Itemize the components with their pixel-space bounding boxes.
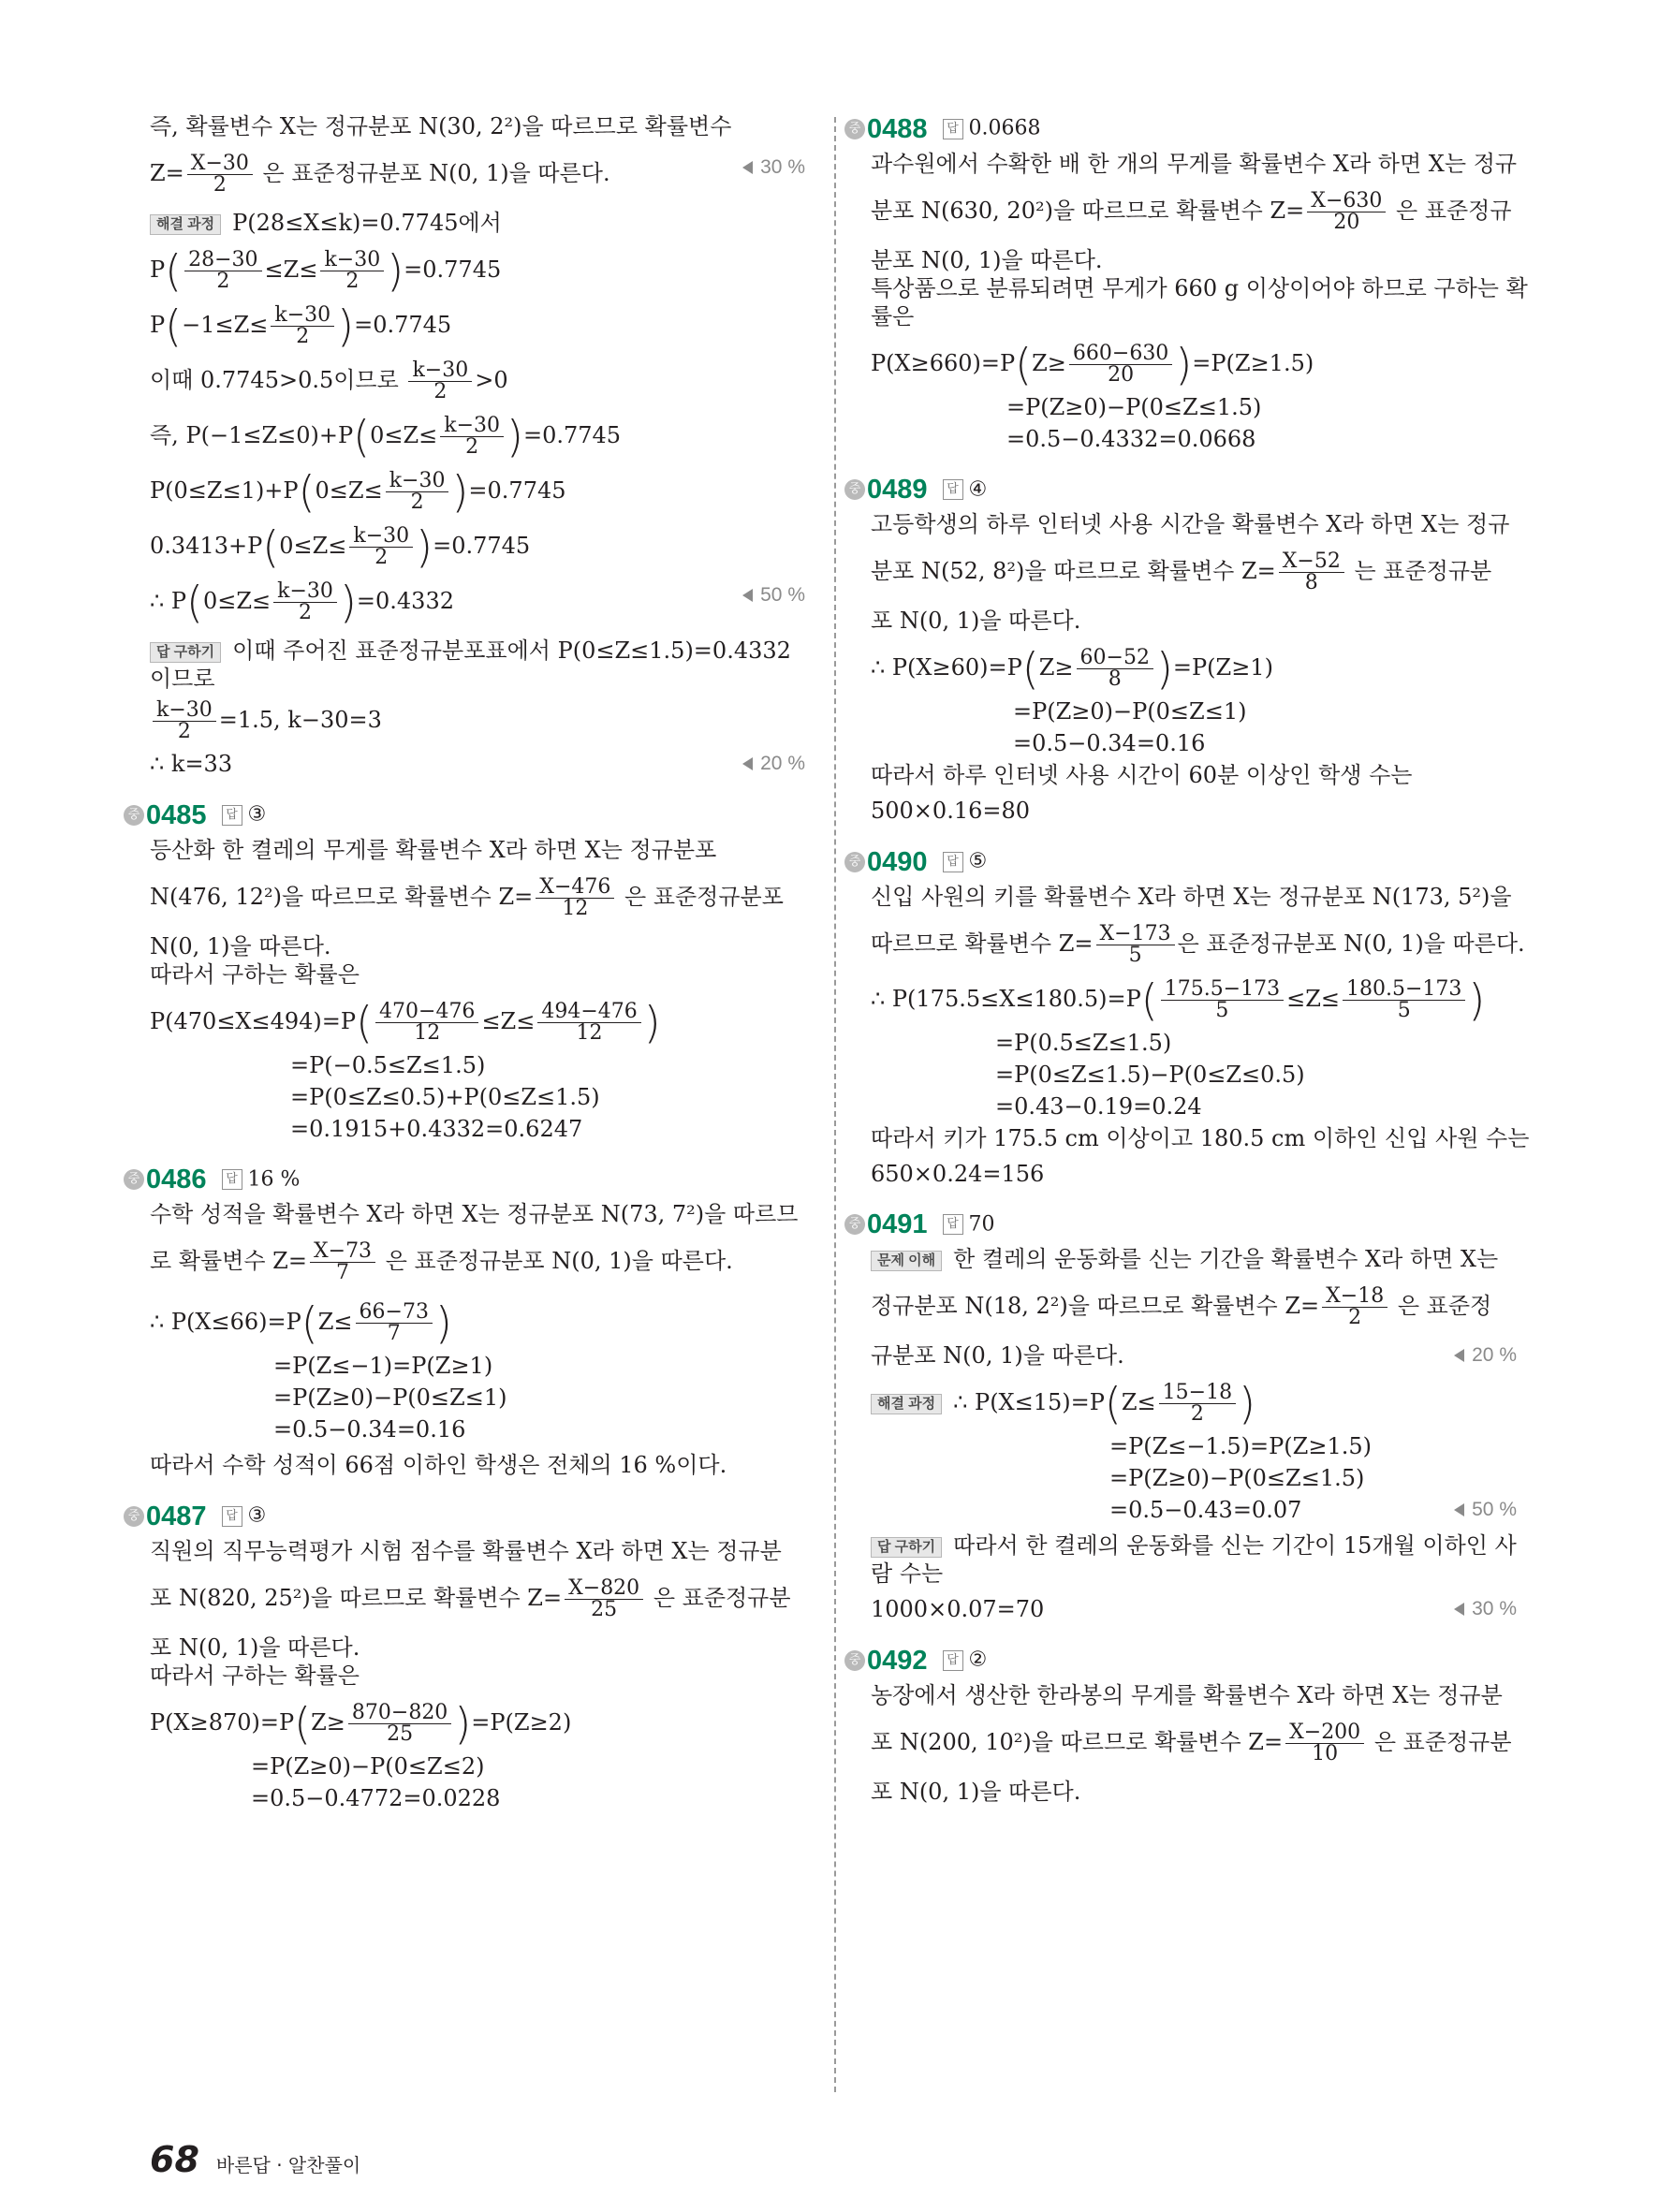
level-badge: 중	[844, 852, 865, 872]
answer-icon: 답	[222, 1506, 242, 1527]
text-line: 등산화 한 켤레의 무게를 확률변수 X라 하면 X는 정규분포	[150, 836, 717, 863]
text-line: 답 구하기 따라서 한 켤레의 운동화를 신는 기간이 15개월 이하인 사	[871, 1531, 1517, 1560]
level-badge: 중	[124, 1169, 144, 1190]
answer-icon: 답	[943, 119, 963, 139]
level-badge: 중	[124, 805, 144, 826]
problem-header-0491	[844, 1209, 1517, 1240]
math-text: Z=	[150, 160, 184, 186]
formula-line: =P(Z≥0)−P(0≤Z≤1.5)	[1109, 1465, 1365, 1491]
answer-value: ⑤	[968, 849, 988, 873]
formula-line: 따르므로 확률변수 Z= $\frac{X-173}{5}$ 은 표준정규분포 N(0, 1)을 따른다.	[871, 921, 1525, 967]
formula-line: =P(Z≥0)−P(0≤Z≤1.5)	[1006, 393, 1262, 420]
step-tag-solve: 해결 과정	[150, 214, 221, 235]
step-tag-solve: 해결 과정	[871, 1394, 942, 1414]
text-line: 고등학생의 하루 인터넷 사용 시간을 확률변수 X라 하면 X는 정규	[871, 511, 1510, 537]
text-line: 650×0.24=156	[871, 1160, 1045, 1187]
formula-line: =P(−0.5≤Z≤1.5)	[290, 1051, 486, 1078]
left-column	[127, 112, 805, 1812]
problem-header-0490	[844, 845, 1517, 877]
formula-line: P(X≥870)=P(Z≥ $\frac{870-820}{25}$ )=P(Z≥2)	[150, 1698, 572, 1749]
formula-line: =0.5−0.34=0.16	[273, 1416, 466, 1443]
text-line: 즉, 확률변수 X는 정규분포 N(30, 2²)을 따르므로 확률변수	[150, 113, 732, 139]
problem-number: 0488	[867, 113, 928, 144]
text-line: 과수원에서 수확한 배 한 개의 무게를 확률변수 X라 하면 X는 정규	[871, 150, 1518, 177]
problem-header-0485	[124, 798, 805, 830]
answer-value: 0.0668	[968, 116, 1041, 140]
formula-line: =P(Z≥0)−P(0≤Z≤1)	[273, 1384, 507, 1411]
book-title: 바른답 · 알찬풀이	[215, 2154, 361, 2176]
formula-line: P(−1≤Z≤ $\frac{k-30}{2}$ )=0.7745	[150, 300, 452, 352]
formula-line: =P(0.5≤Z≤1.5)	[995, 1029, 1172, 1056]
formula-line: 로 확률변수 Z= $\frac{X-73}{7}$ 은 표준정규분포 N(0, 1)을 따른다.	[150, 1239, 733, 1284]
formula-line: =0.5−0.4772=0.0228	[251, 1784, 501, 1811]
answer-icon: 답	[943, 1214, 963, 1235]
step-tag-answer: 답 구하기	[150, 642, 221, 663]
score-percent: 30 %	[1454, 1595, 1517, 1623]
formula-line: =P(0≤Z≤1.5)−P(0≤Z≤0.5)	[995, 1061, 1305, 1088]
score-percent: 50 %	[1454, 1496, 1517, 1524]
formula-line: =P(Z≤−1.5)=P(Z≥1.5)	[1109, 1433, 1372, 1459]
text-line: 률은	[871, 302, 915, 330]
level-badge: 중	[844, 1214, 865, 1235]
level-badge: 중	[844, 1650, 865, 1671]
level-badge: 중	[844, 119, 865, 139]
formula-line: =0.5−0.34=0.16	[1013, 730, 1206, 756]
page-footer	[150, 2139, 360, 2180]
text-line: 포 N(0, 1)을 따른다.	[871, 608, 1081, 634]
problem-number: 0485	[146, 799, 207, 830]
level-badge: 중	[124, 1506, 144, 1527]
text-line: 포 N(0, 1)을 따른다.	[150, 1633, 360, 1661]
problem-number: 0489	[867, 475, 928, 505]
formula-line: ∴ P(X≤66)=P(Z≤ $\frac{66-73}{7}$ )	[150, 1297, 452, 1349]
text-line: 따라서 하루 인터넷 사용 시간이 60분 이상인 학생 수는	[871, 762, 1413, 788]
problem-number: 0490	[867, 846, 928, 877]
answer-value: 70	[968, 1212, 995, 1236]
answer-value: ②	[968, 1648, 988, 1672]
score-percent: 30 %	[742, 154, 805, 182]
formula-line: =P(Z≤−1)=P(Z≥1)	[273, 1353, 493, 1379]
formula-line: $\frac{k-30}{2}$ =1.5, k−30=3	[150, 700, 805, 742]
formula-line: 포 N(820, 25²)을 따르므로 확률변수 Z= $\frac{X-820}{25}$ 은 표준정규분	[150, 1575, 791, 1621]
text-line: 수학 성적을 확률변수 X라 하면 X는 정규분포 N(73, 7²)을 따르므	[150, 1201, 799, 1227]
formula-line: P( $\frac{28-30}{2}$ ≤Z≤ $\frac{k-30}{2}$ )=0.7745	[150, 245, 502, 297]
problem-header-0489	[844, 474, 1517, 505]
answer-icon: 답	[222, 805, 242, 826]
answer-icon: 답	[943, 1650, 963, 1671]
page-number: 68	[150, 2139, 199, 2180]
answer-icon: 답	[943, 479, 963, 500]
formula-line: ∴ P(175.5≤X≤180.5)=P( $\frac{175.5-173}{5}$ ≤Z≤ $\frac{180.5-173}{5}$ )	[871, 974, 1486, 1025]
text-line: 1000×0.07=70 30 %	[871, 1596, 1517, 1622]
problem-number: 0491	[867, 1209, 928, 1239]
problem-number: 0486	[146, 1165, 207, 1194]
answer-value: ③	[247, 802, 267, 827]
formula-line: ∴ P(0≤Z≤ $\frac{k-30}{2}$ )=0.4332 50 %	[150, 577, 805, 628]
answer-icon: 답	[222, 1169, 242, 1190]
formula-line: =P(0≤Z≤0.5)+P(0≤Z≤1.5)	[290, 1083, 600, 1110]
text-line: 농장에서 생산한 한라봉의 무게를 확률변수 X라 하면 X는 정규분	[871, 1681, 1503, 1708]
right-column	[848, 112, 1530, 1806]
text-line: 문제 이해 한 켤레의 운동화를 신는 기간을 확률변수 X라 하면 X는	[871, 1245, 1517, 1273]
step-tag-answer: 답 구하기	[871, 1537, 942, 1558]
formula-line: ∴ P(X≥60)=P(Z≥ $\frac{60-52}{8}$ )=P(Z≥1)	[871, 643, 1273, 695]
formula-line: P(0≤Z≤1)+P(0≤Z≤ $\frac{k-30}{2}$ )=0.7745	[150, 466, 566, 518]
formula-line: 이때 0.7745>0.5이므로 $\frac{k-30}{2}$ >0	[150, 359, 508, 403]
score-percent: 20 %	[1454, 1341, 1517, 1370]
text-line: 이므로	[150, 666, 215, 692]
answer-value: ④	[968, 477, 988, 501]
formula-line: 정규분포 N(18, 2²)을 따르므로 확률변수 Z= $\frac{X-18}{2}$ 은 표준정	[871, 1284, 1492, 1329]
formula-line: 0.3413+P(0≤Z≤ $\frac{k-30}{2}$ )=0.7745	[150, 521, 531, 573]
step-tag-understand: 문제 이해	[871, 1251, 942, 1271]
problem-header-0487	[124, 1500, 805, 1531]
formula-line: =0.1915+0.4332=0.6247	[290, 1115, 583, 1142]
formula-line: =0.43−0.19=0.24	[995, 1092, 1202, 1120]
answer-value: 16 %	[247, 1167, 301, 1191]
problem-header-0492	[844, 1644, 1517, 1676]
text-line: 따라서 키가 175.5 cm 이상이고 180.5 cm 이하인 신입 사원 수는	[871, 1124, 1530, 1151]
text-line: 따라서 구하는 확률은	[150, 1662, 360, 1689]
level-badge: 중	[844, 479, 865, 500]
formula-line: N(476, 12²)을 따르므로 확률변수 Z= $\frac{X-476}{12}$ 은 표준정규분포	[150, 874, 784, 920]
formula-line: 해결 과정 ∴ P(X≤15)=P(Z≤ $\frac{15-18}{2}$ )	[871, 1383, 1517, 1425]
text-line: 따라서 수학 성적이 66점 이하인 학생은 전체의 16 %이다.	[150, 1452, 727, 1478]
formula-line: 분포 N(52, 8²)을 따르므로 확률변수 Z= $\frac{X-52}{8}$ 는 표준정규분	[871, 549, 1492, 594]
formula-line: P(X≥660)=P(Z≥ $\frac{660-630}{20}$ )=P(Z≥1.5)	[871, 339, 1314, 389]
score-percent: 20 %	[742, 750, 805, 778]
formula-line: 포 N(200, 10²)을 따르므로 확률변수 Z= $\frac{X-200}{10}$ 은 표준정규분	[871, 1720, 1512, 1765]
text-line: 람 수는	[871, 1560, 944, 1587]
text-line: ∴ k=33 20 %	[150, 751, 805, 777]
formula-line: =0.5−0.43=0.07 50 %	[1109, 1497, 1517, 1523]
formula-line: 즉, P(−1≤Z≤0)+P(0≤Z≤ $\frac{k-30}{2}$ )=0.7745	[150, 411, 622, 462]
formula-line	[150, 154, 805, 196]
problem-number: 0487	[146, 1501, 207, 1531]
fraction: $\frac{X-30}{2}$	[187, 154, 253, 196]
math-text: 은 표준정규분포 N(0, 1)을 따른다.	[255, 160, 610, 186]
text-line: N(0, 1)을 따른다.	[150, 932, 331, 960]
text-line: 따라서 구하는 확률은	[150, 960, 360, 988]
formula-line: 해결 과정 P(28≤X≤k)=0.7745에서	[150, 209, 805, 237]
formula-line: =P(Z≥0)−P(0≤Z≤1)	[1013, 698, 1247, 725]
problem-header-0486	[124, 1164, 805, 1195]
text-line: 신입 사원의 키를 확률변수 X라 하면 X는 정규분포 N(173, 5²)을	[871, 883, 1512, 910]
answer-value: ③	[247, 1503, 267, 1528]
problem-number: 0492	[867, 1645, 928, 1676]
text-line: 분포 N(0, 1)을 따른다.	[871, 246, 1103, 273]
text-line: 규분포 N(0, 1)을 따른다. 20 %	[871, 1342, 1517, 1369]
problem-header-0488	[844, 112, 1517, 144]
text-line: 직원의 직무능력평가 시험 점수를 확률변수 X라 하면 X는 정규분	[150, 1537, 782, 1564]
answer-icon: 답	[943, 852, 963, 872]
column-divider	[834, 117, 836, 2092]
text-line: 특상품으로 분류되려면 무게가 660 g 이상이어야 하므로 구하는 확	[871, 274, 1528, 301]
text-line: 포 N(0, 1)을 따른다.	[871, 1778, 1081, 1805]
text-line: 답 구하기 이때 주어진 표준정규분포표에서 P(0≤Z≤1.5)=0.4332	[150, 637, 805, 665]
text-line: 500×0.16=80	[871, 798, 1031, 824]
formula-line: =P(Z≥0)−P(0≤Z≤2)	[251, 1752, 485, 1780]
formula-line: 분포 N(630, 20²)을 따르므로 확률변수 Z= $\frac{X-630}{20}$ 은 표준정규	[871, 188, 1512, 234]
formula-line: =0.5−0.4332=0.0668	[1006, 425, 1256, 452]
score-percent: 50 %	[742, 581, 805, 609]
formula-line: P(470≤X≤494)=P( $\frac{470-476}{12}$ ≤Z≤ $\frac{494-476}{12}$ )	[150, 997, 661, 1047]
